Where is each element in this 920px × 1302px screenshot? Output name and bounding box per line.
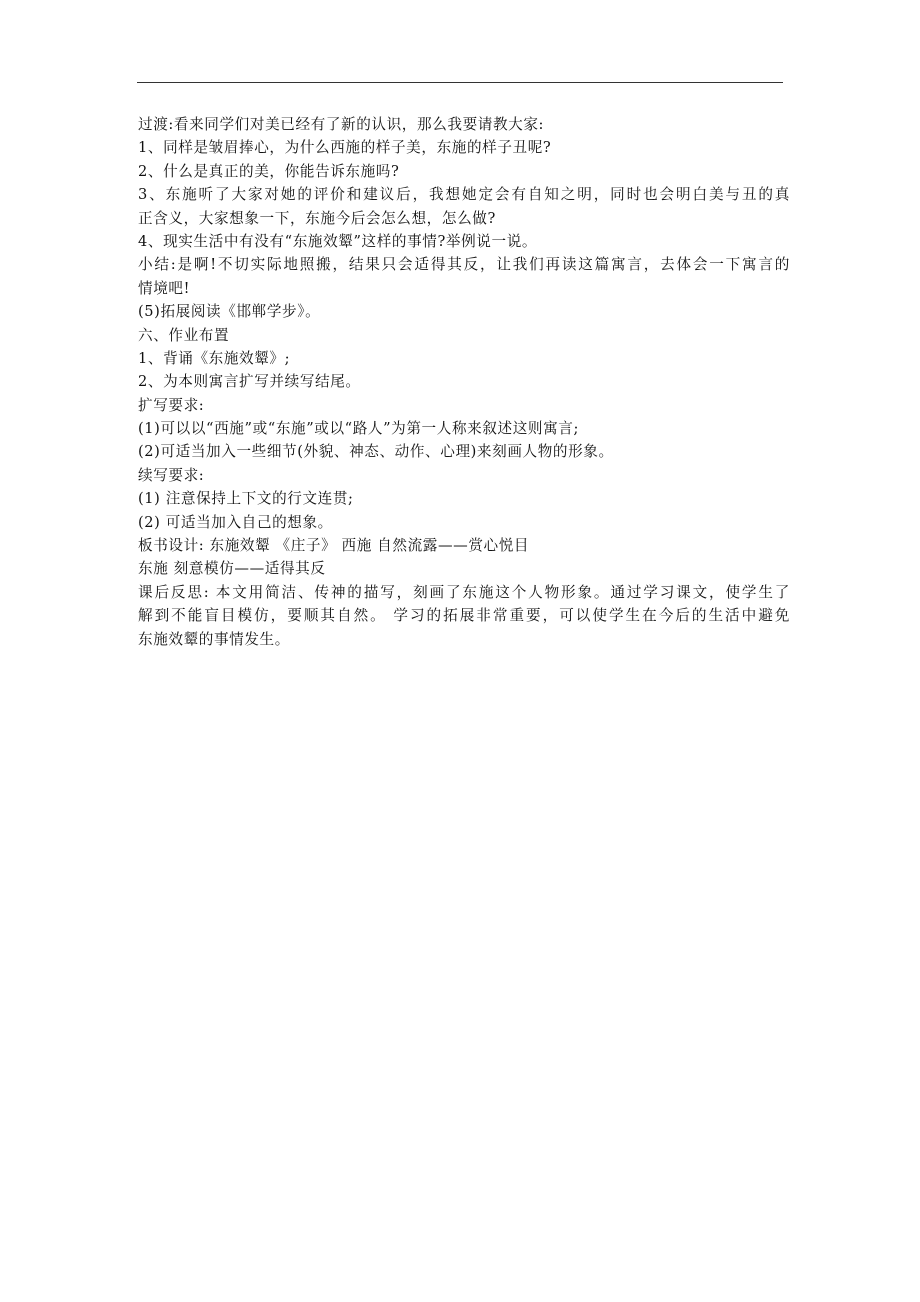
text-line: 4、现实生活中有没有“东施效颦”这样的事情?举例说一说。 <box>138 232 538 250</box>
text-line: 2、什么是真正的美，你能告诉东施吗? <box>138 162 400 180</box>
section-heading: 六、作业布置 <box>138 326 230 344</box>
text-line: (5)拓展阅读《邯郸学步》。 <box>138 303 321 321</box>
text-line: 情境吧! <box>138 279 191 297</box>
text-line: (1)可以以“西施”或“东施”或以“路人”为第一人称来叙述这则寓言; <box>138 420 580 438</box>
text-line: 3、东施听了大家对她的评价和建议后，我想她定会有自知之明，同时也会明白美与丑的真 <box>138 186 790 204</box>
text-line: (1) 注意保持上下文的行文连贯; <box>138 490 354 508</box>
text-line: 课后反思: 本文用简洁、传神的描写，刻画了东施这个人物形象。通过学习课文，使学生了 <box>138 583 790 601</box>
text-line: (2) 可适当加入自己的想象。 <box>138 513 333 531</box>
document-body <box>138 113 790 651</box>
text-line: 东施 刻意模仿——适得其反 <box>138 560 326 578</box>
text-line: 正含义，大家想象一下，东施今后会怎么想，怎么做? <box>138 209 496 227</box>
header-rule <box>137 82 783 83</box>
text-line: 小结:是啊!不切实际地照搬，结果只会适得其反，让我们再读这篇寓言，去体会一下寓言的 <box>138 256 790 274</box>
text-line: 2、为本则寓言扩写并续写结尾。 <box>138 373 361 391</box>
text-line: (2)可适当加入一些细节(外貌、神态、动作、心理)来刻画人物的形象。 <box>138 443 614 461</box>
text-line: 过渡:看来同学们对美已经有了新的认识，那么我要请教大家: <box>138 116 545 133</box>
text-line: 扩写要求: <box>138 396 205 414</box>
text-line: 1、背诵《东施效颦》; <box>138 349 291 367</box>
text-line: 板书设计: 东施效颦 《庄子》 西施 自然流露——赏心悦目 <box>138 537 530 555</box>
text-line: 东施效颦的事情发生。 <box>138 630 290 648</box>
text-line: 续写要求: <box>138 466 205 484</box>
text-line: 1、同样是皱眉捧心，为什么西施的样子美，东施的样子丑呢? <box>138 139 552 157</box>
text-line: 解到不能盲目模仿，要顺其自然。 学习的拓展非常重要，可以使学生在今后的生活中避免 <box>138 607 790 625</box>
